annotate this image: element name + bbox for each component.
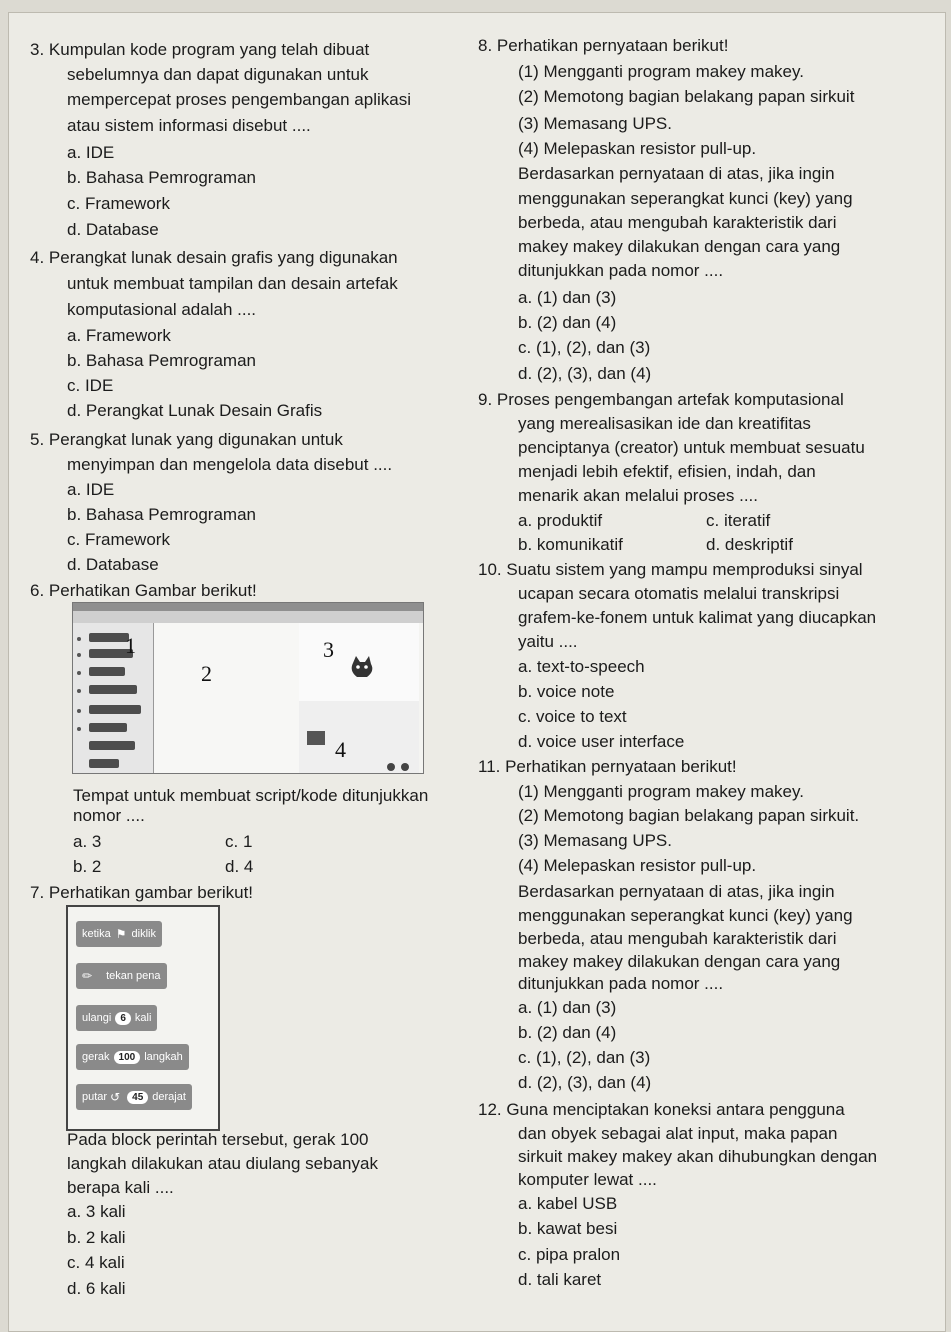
palette-block <box>89 723 127 732</box>
palette-dot <box>77 727 81 731</box>
question-8-line-3: (2) Memotong bagian belakang papan sirkuit <box>518 87 855 106</box>
option-c[interactable]: c. 1 <box>225 832 253 851</box>
option-d[interactable]: d. 6 kali <box>67 1279 126 1298</box>
block-text: ulangi <box>82 1012 112 1024</box>
question-8-line-8: berbeda, atau mengubah karakteristik dari <box>518 213 837 232</box>
option-c[interactable]: c. (1), (2), dan (3) <box>518 338 651 357</box>
question-4-line-2: untuk membuat tampilan dan desain artefak <box>67 274 398 293</box>
block-text: kali <box>134 1012 152 1024</box>
question-11-line-9: makey makey dilakukan dengan cara yang <box>518 952 841 971</box>
question-9-line-4: menjadi lebih efektif, efisien, indah, dan <box>518 462 816 481</box>
figure-label-3: 3 <box>323 637 334 662</box>
script-area <box>154 623 300 773</box>
question-8-line-5: (4) Melepaskan resistor pull-up. <box>518 139 757 158</box>
question-12-line-4: komputer lewat .... <box>518 1170 657 1189</box>
palette-block <box>89 667 125 676</box>
block-palette <box>73 623 154 773</box>
option-b[interactable]: b. (2) dan (4) <box>518 313 617 332</box>
stage-area <box>299 623 419 702</box>
question-8-line-7: menggunakan seperangkat kunci (key) yang <box>518 189 853 208</box>
question-6-caption-2: nomor .... <box>73 806 145 825</box>
option-a[interactable]: a. kabel USB <box>518 1194 618 1213</box>
question-10-line-3: grafem-ke-fonem untuk kalimat yang diucapkan <box>518 608 877 627</box>
stage-control-dot <box>401 763 409 771</box>
question-7-line-2: langkah dilakukan atau diulang sebanyak <box>67 1154 378 1173</box>
option-d[interactable]: d. Database <box>67 220 159 239</box>
option-a[interactable]: a. 3 <box>73 832 102 851</box>
block-text: langkah <box>144 1051 183 1063</box>
option-b[interactable]: b. 2 kali <box>67 1228 126 1247</box>
editor-tab-bar <box>73 611 423 623</box>
option-d[interactable]: d. Database <box>67 555 159 574</box>
question-7-line-1: Pada block perintah tersebut, gerak 100 <box>67 1130 369 1149</box>
figure-label-4: 4 <box>335 737 346 762</box>
repeat-count-value: 6 <box>115 1012 131 1025</box>
sprite-thumbnail <box>307 731 325 745</box>
question-8-line-2: (1) Mengganti program makey makey. <box>518 62 804 81</box>
figure-label-1: 1 <box>125 633 136 658</box>
question-3-line-4: atau sistem informasi disebut .... <box>67 116 311 135</box>
option-a[interactable]: a. Framework <box>67 326 171 345</box>
repeat-block <box>76 1005 157 1031</box>
question-9-line-5: menarik akan melalui proses .... <box>518 486 758 505</box>
editor-title-bar <box>73 603 423 611</box>
question-8-line-9: makey makey dilakukan dengan cara yang <box>518 237 841 256</box>
question-12-line-2: dan obyek sebagai alat input, maka papan <box>518 1124 838 1143</box>
option-c[interactable]: c. Framework <box>67 530 170 549</box>
question-6-title: 6. Perhatikan Gambar berikut! <box>30 581 257 600</box>
stage-control-dot <box>387 763 395 771</box>
question-8-line-10: ditunjukkan pada nomor .... <box>518 261 724 280</box>
option-b[interactable]: b. (2) dan (4) <box>518 1023 617 1042</box>
palette-dot <box>77 637 81 641</box>
question-11-line-5: (4) Melepaskan resistor pull-up. <box>518 856 757 875</box>
when-clicked-block <box>76 921 162 947</box>
question-11-line-1: 11. Perhatikan pernyataan berikut! <box>478 757 737 776</box>
palette-block <box>89 685 137 694</box>
move-block <box>76 1044 189 1070</box>
question-9-line-2: yang merealisasikan ide dan kreatifitas <box>518 414 811 433</box>
question-5-line-2: menyimpan dan mengelola data disebut .... <box>67 455 393 474</box>
cat-sprite-icon <box>347 653 377 683</box>
question-11-line-2: (1) Mengganti program makey makey. <box>518 782 804 801</box>
option-a[interactable]: a. text-to-speech <box>518 657 645 676</box>
option-a[interactable]: a. (1) dan (3) <box>518 288 617 307</box>
question-12-line-3: sirkuit makey makey akan dihubungkan dengan <box>518 1147 878 1166</box>
question-8-line-1: 8. Perhatikan pernyataan berikut! <box>478 36 729 55</box>
option-d[interactable]: d. deskriptif <box>706 535 793 554</box>
palette-dot <box>77 671 81 675</box>
option-c[interactable]: c. Framework <box>67 194 170 213</box>
question-4-line-1: 4. Perangkat lunak desain grafis yang digunakan <box>30 248 398 267</box>
question-3-line-3: mempercepat proses pengembangan aplikasi <box>67 90 411 109</box>
green-flag-icon: ⚑ <box>115 927 127 941</box>
question-11-line-8: berbeda, atau mengubah karakteristik dari <box>518 929 837 948</box>
option-d[interactable]: d. (2), (3), dan (4) <box>518 1073 652 1092</box>
option-d[interactable]: d. Perangkat Lunak Desain Grafis <box>67 401 323 420</box>
option-c[interactable]: c. iteratif <box>706 511 771 530</box>
scratch-editor-figure <box>72 602 424 774</box>
palette-block <box>89 759 119 768</box>
question-3-line-1: 3. Kumpulan kode program yang telah dibuat <box>30 40 370 59</box>
block-text: putar <box>82 1091 108 1103</box>
rotate-left-icon: ↺ <box>110 1090 121 1104</box>
figure-label-2: 2 <box>201 661 212 686</box>
option-a[interactable]: a. (1) dan (3) <box>518 998 617 1017</box>
option-b[interactable]: b. voice note <box>518 682 615 701</box>
option-a[interactable]: a. IDE <box>67 143 115 162</box>
block-text: derajat <box>152 1091 186 1103</box>
option-b[interactable]: b. Bahasa Pemrograman <box>67 351 256 370</box>
question-10-line-2: ucapan secara otomatis melalui transkripsi <box>518 584 840 603</box>
option-c[interactable]: c. (1), (2), dan (3) <box>518 1048 651 1067</box>
option-c[interactable]: c. 4 kali <box>67 1253 125 1272</box>
pen-down-block <box>76 963 167 989</box>
question-11-line-10: ditunjukkan pada nomor .... <box>518 974 724 993</box>
question-6-caption: Tempat untuk membuat script/kode ditunjukkan <box>73 786 429 805</box>
question-3-line-2: sebelumnya dan dapat digunakan untuk <box>67 65 369 84</box>
question-5-line-1: 5. Perangkat lunak yang digunakan untuk <box>30 430 343 449</box>
question-7-title: 7. Perhatikan gambar berikut! <box>30 883 254 902</box>
block-text: ketika <box>82 928 111 940</box>
question-11-line-3: (2) Memotong bagian belakang papan sirkuit. <box>518 806 860 825</box>
option-a[interactable]: a. IDE <box>67 480 115 499</box>
pen-icon: ✏ <box>82 969 93 983</box>
palette-dot <box>77 689 81 693</box>
palette-block <box>89 741 135 750</box>
question-11-line-6: Berdasarkan pernyataan di atas, jika ingin <box>518 882 835 901</box>
palette-block <box>89 633 129 642</box>
question-10-line-1: 10. Suatu sistem yang mampu memproduksi sinyal <box>478 560 863 579</box>
question-9-line-3: penciptanya (creator) untuk membuat sesuatu <box>518 438 865 457</box>
question-8-line-6: Berdasarkan pernyataan di atas, jika ingin <box>518 164 835 183</box>
question-10-line-4: yaitu .... <box>518 632 578 651</box>
palette-block <box>89 705 141 714</box>
turn-block <box>76 1084 192 1110</box>
move-steps-value: 100 <box>114 1051 141 1064</box>
option-a[interactable]: a. 3 kali <box>67 1202 126 1221</box>
question-4-line-3: komputasional adalah .... <box>67 300 257 319</box>
option-d[interactable]: d. (2), (3), dan (4) <box>518 364 652 383</box>
question-11-line-7: menggunakan seperangkat kunci (key) yang <box>518 906 853 925</box>
option-d[interactable]: d. voice user interface <box>518 732 685 751</box>
option-a[interactable]: a. produktif <box>518 511 603 530</box>
question-8-line-4: (3) Memasang UPS. <box>518 114 672 133</box>
turn-degrees-value: 45 <box>127 1091 148 1104</box>
option-c[interactable]: c. pipa pralon <box>518 1245 621 1264</box>
block-text: tekan pena <box>106 970 161 982</box>
question-12-line-1: 12. Guna menciptakan koneksi antara pengguna <box>478 1100 845 1119</box>
question-7-line-3: berapa kali .... <box>67 1178 174 1197</box>
option-d[interactable]: d. 4 <box>225 857 254 876</box>
option-b[interactable]: b. komunikatif <box>518 535 623 554</box>
sprite-pane <box>299 701 419 773</box>
option-d[interactable]: d. tali karet <box>518 1270 602 1289</box>
option-b[interactable]: b. kawat besi <box>518 1219 618 1238</box>
question-9-line-1: 9. Proses pengembangan artefak komputasional <box>478 390 844 409</box>
option-c[interactable]: c. voice to text <box>518 707 627 726</box>
palette-dot <box>77 709 81 713</box>
block-text: diklik <box>131 928 156 940</box>
block-text: gerak <box>82 1051 110 1063</box>
palette-dot <box>77 653 81 657</box>
option-b[interactable]: b. Bahasa Pemrograman <box>67 505 256 524</box>
option-b[interactable]: b. 2 <box>73 857 102 876</box>
scratch-blocks-figure <box>66 905 220 1131</box>
option-b[interactable]: b. Bahasa Pemrograman <box>67 168 256 187</box>
question-11-line-4: (3) Memasang UPS. <box>518 831 672 850</box>
option-c[interactable]: c. IDE <box>67 376 114 395</box>
